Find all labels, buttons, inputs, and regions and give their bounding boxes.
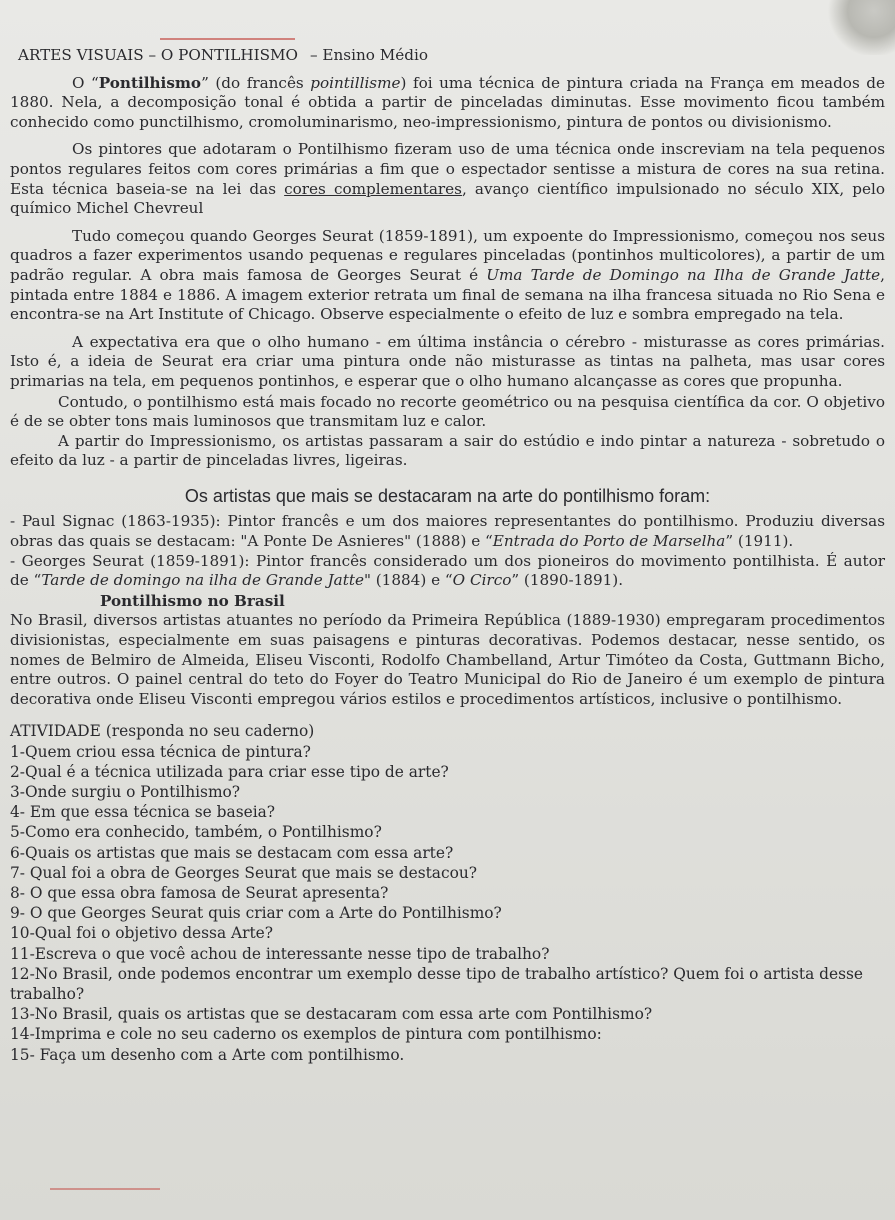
artist-signac [10, 512, 885, 551]
question-item: 6-Quais os artistas que mais se destacam com essa arte? [10, 843, 454, 862]
italic-artwork-title: Uma Tarde de Domingo na Ilha de Grande Jatte [486, 265, 881, 284]
text-run: - Georges Seurat (1859-1891): Pintor francês considerado um dos pioneiros do movimento pontilhista. É autor de “ [10, 551, 885, 590]
question-item: 13-No Brasil, quais os artistas que se destacaram com essa arte com Pontilhismo? [10, 1005, 653, 1024]
text-run: O “ [72, 73, 99, 92]
bold-term: Pontilhismo [98, 73, 202, 92]
paragraph-technique [10, 140, 885, 218]
text-run: ” (1890-1891). [511, 571, 624, 590]
title-level: – Ensino Médio [310, 46, 428, 64]
red-pen-underline [50, 1188, 160, 1190]
paragraph-expectation: A expectativa era que o olho humano - em última instância o cérebro - misturasse as cores primárias. Isto é, a ideia de Seurat era criar uma pintura onde não misturasse as tintas na palheta, mas usar cores primarias na tela, em pequenos pontinhos, e esperar que o olho humano alcançasse as cores que propunha. [10, 332, 885, 390]
document-title [10, 46, 885, 66]
question-item: 1-Quem criou essa técnica de pintura? [10, 742, 311, 761]
text-run: Tudo começou quando Georges Seurat (1859-1891), um expoente do Impressionismo, começou nos seus quadros a fazer experimentos usando pequenas e regulares pinceladas (pontinhos multicolores), a partir de um padrão regular. A obra mais famosa de Georges Seurat é [10, 226, 885, 284]
text-run: , avanço científico impulsionado no século XIX, pelo químico Michel Chevreul [10, 179, 886, 218]
paragraph-focus: Contudo, o pontilhismo está mais focado no recorte geométrico ou na pesquisa científica da cor. O objetivo é de se obter tons mais luminosos que transmitam luz e calor. [10, 392, 885, 431]
italic-term: pointillisme [310, 73, 401, 92]
question-item: 3-Onde surgiu o Pontilhismo? [10, 783, 241, 802]
artist-seurat [10, 552, 885, 591]
question-item: 10-Qual foi o objetivo dessa Arte? [10, 924, 274, 943]
text-run: ) foi uma técnica de pintura criada na França em meados de 1880. Nela, a decomposição tonal é obtida a partir de pinceladas diminutas. Esse movimento ficou também conhecido como punctilhismo, cromoluminarismo, neo-impressionismo, pintura de pontos ou divisionismo. [10, 73, 885, 131]
text-run: " (1884) e “ [363, 571, 453, 590]
question-item: 15- Faça um desenho com a Arte com pontilhismo. [10, 1045, 405, 1064]
brasil-section-title: Pontilhismo no Brasil [100, 591, 285, 610]
complementary-colors-link[interactable]: cores complementares [284, 179, 462, 198]
text-run: ” (1911). [725, 532, 794, 551]
text-run: - Paul Signac (1863-1935): Pintor francês e um dos maiores representantes do pontilhismo. Produziu diversas obras das quais se destacam: "A Ponte De Asnieres" (1888) e “ [10, 512, 885, 551]
question-item: 8- O que essa obra famosa de Seurat apresenta? [10, 884, 389, 903]
question-item: 4- Em que essa técnica se baseia? [10, 803, 276, 822]
italic-artwork-title: Entrada do Porto de Marselha [492, 532, 726, 551]
italic-artwork-title: Tarde de domingo na ilha de Grande Jatte [41, 571, 364, 590]
paragraph-impressionism: A partir do Impressionismo, os artistas passaram a sair do estúdio e indo pintar a natureza - sobretudo o efeito da luz - a partir de pinceladas livres, ligeiras. [10, 431, 885, 470]
title-text: ARTES VISUAIS – O PONTILHISMO [18, 46, 299, 64]
paragraph-seurat [10, 227, 885, 325]
question-item: 11-Escreva o que você achou de interessante nesse tipo de trabalho? [10, 944, 550, 963]
question-item: 5-Como era conhecido, também, o Pontilhismo? [10, 823, 382, 842]
artists-heading: Os artistas que mais se destacaram na arte do pontilhismo foram: [184, 485, 711, 506]
text-run: Os pintores que adotaram o Pontilhismo fizeram uso de uma técnica onde inscreviam na tela pequenos pontos regulares feitos com cores primárias a fim que o espectador sentisse a mistura de cores na sua retina. Esta técnica baseia-se na lei das [10, 140, 885, 198]
question-item: 9- O que Georges Seurat quis criar com a Arte do Pontilhismo? [10, 904, 502, 923]
text-run: , pintada entre 1884 e 1886. A imagem exterior retrata um final de semana na ilha francesa situada no Rio Sena e encontra-se na Art Institute of Chicago. Observe especialmente o efeito de luz e sombra empregado na tela. [10, 265, 885, 324]
document-content [10, 46, 885, 1065]
activity-section [10, 721, 885, 1064]
paragraph-intro [10, 74, 885, 133]
question-item: 14-Imprima e cole no seu caderno os exemplos de pintura com pontilhismo: [10, 1025, 602, 1044]
question-item: 2-Qual é a técnica utilizada para criar esse tipo de arte? [10, 762, 449, 781]
question-item: 7- Qual foi a obra de Georges Seurat que mais se destacou? [10, 863, 478, 882]
red-pen-mark [160, 38, 295, 40]
italic-artwork-title: O Circo [452, 571, 512, 590]
text-run: ” (do francês [201, 73, 311, 92]
question-item: 12-No Brasil, onde podemos encontrar um exemplo desse tipo de trabalho artístico? Quem foi o artista desse trabalho? [10, 964, 864, 1004]
activity-title: ATIVIDADE (responda no seu caderno) [10, 722, 315, 741]
brasil-paragraph: No Brasil, diversos artistas atuantes no período da Primeira República (1889-1930) empregaram procedimentos divisionistas, especialmente em suas paisagens e pinturas decorativas. Podemos destacar, nesse sentido, os nomes de Belmiro de Almeida, Eliseu Visconti, Rodolfo Chambelland, Artur Timóteo da Costa, Guttmann Bicho, entre outros. O painel central do teto do Foyer do Teatro Municipal do Rio de Janeiro é um exemplo de pintura decorativa onde Eliseu Visconti empregou vários estilos e procedimentos artísticos, inclusive o pontilhismo. [10, 611, 885, 708]
